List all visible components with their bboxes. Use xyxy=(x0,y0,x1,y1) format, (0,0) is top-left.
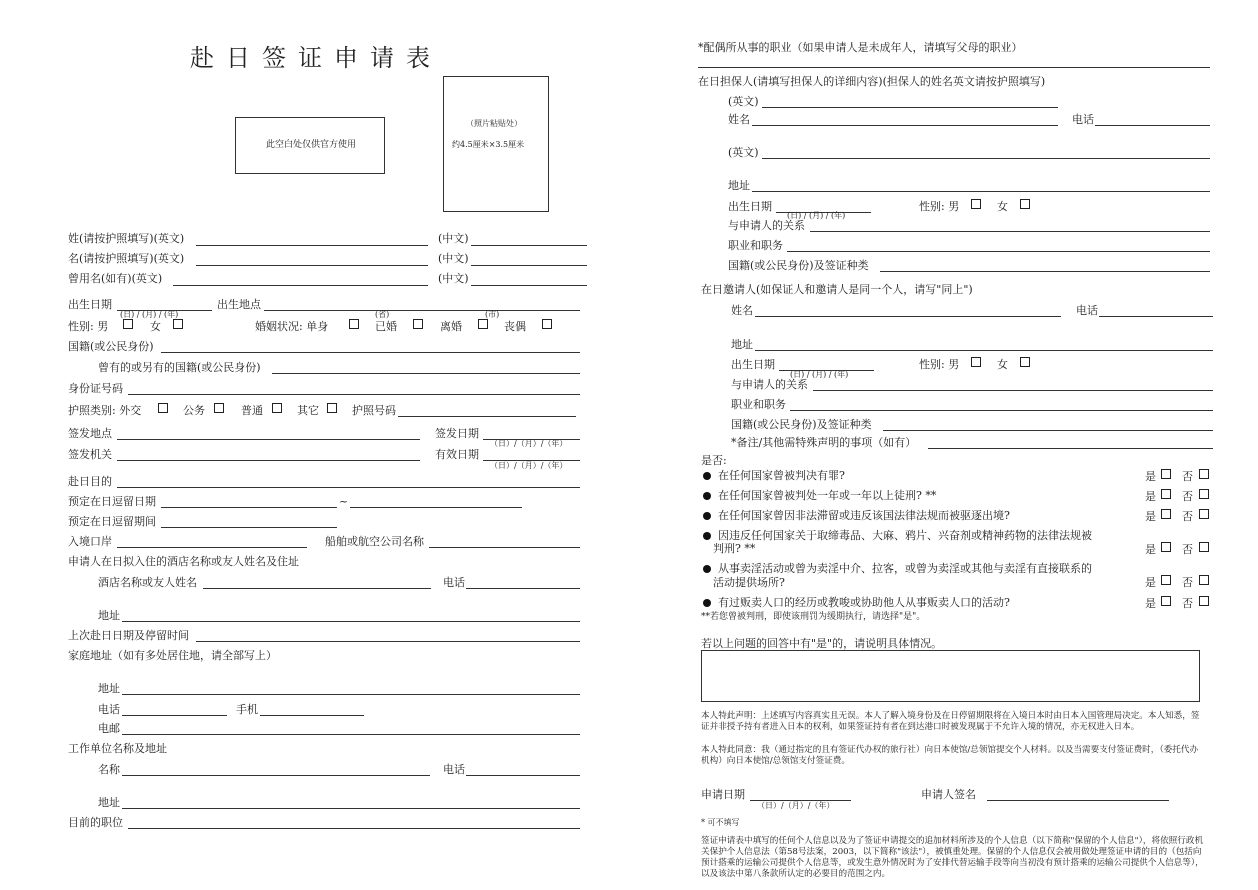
photo-label: （照片粘贴处） xyxy=(466,119,522,128)
province-hint: (省) xyxy=(375,310,390,319)
stay-dates-tilde: ~ xyxy=(339,495,349,508)
remarks-field[interactable] xyxy=(928,448,1213,449)
inviter-header: 在日邀请人(如保证人和邀请人是同一个人，请写"同上") xyxy=(701,283,973,296)
question-3-yes-checkbox[interactable] xyxy=(1161,509,1171,519)
question-2: 在任何国家曾被判处一年或一年以上徒刑? ** xyxy=(718,489,937,502)
question-5-cont: 活动提供场所? xyxy=(713,576,785,589)
email-field[interactable] xyxy=(122,734,580,735)
guarantor-occupation-field[interactable] xyxy=(787,251,1210,252)
signature-label: 申请人签名 xyxy=(921,788,976,801)
question-3-no-label: 否 xyxy=(1182,510,1193,523)
hotel-address-field[interactable] xyxy=(122,621,580,622)
hotel-phone-field[interactable] xyxy=(466,588,580,589)
inviter-dob-hint: (日) / (月) / (年) xyxy=(790,370,849,379)
divorced-label: 离婚 xyxy=(440,320,462,333)
guarantor-address-english-field[interactable] xyxy=(762,158,1210,159)
other-nationality-label: 曾有的或另有的国籍(或公民身份) xyxy=(98,361,261,374)
question-4-no-label: 否 xyxy=(1182,543,1193,556)
question-3: 在任何国家曾因非法滞留或违反该国法律法规而被驱逐出境? xyxy=(718,509,1010,522)
guarantor-name-label: 姓名 xyxy=(728,113,750,126)
inviter-female-label: 女 xyxy=(997,358,1008,371)
birthplace-label: 出生地点 xyxy=(217,298,261,311)
official-use-box xyxy=(235,117,385,174)
question-5-yes-label: 是 xyxy=(1145,576,1156,589)
given-name-chinese-field[interactable] xyxy=(471,265,587,266)
guarantor-female-checkbox[interactable] xyxy=(1020,199,1030,209)
stay-start-field[interactable] xyxy=(161,507,337,508)
male-checkbox[interactable] xyxy=(123,319,133,329)
employer-address-field[interactable] xyxy=(122,808,580,809)
question-1: 在任何国家曾被判决有罪? xyxy=(718,469,845,482)
apply-date-hint: （日）/（月）/（年） xyxy=(757,801,835,810)
question-6-yes-label: 是 xyxy=(1145,597,1156,610)
employer-name-field[interactable] xyxy=(122,775,430,776)
inviter-occupation-label: 职业和职务 xyxy=(731,398,786,411)
ordinary-label: 普通 xyxy=(241,404,263,417)
passport-type-label: 护照类别: 外交 xyxy=(68,404,142,417)
inviter-dob-label: 出生日期 xyxy=(731,358,775,371)
question-1-bullet xyxy=(703,472,711,480)
dob-hint: (日) / (月) / (年) xyxy=(120,310,179,319)
female-checkbox[interactable] xyxy=(173,319,183,329)
guarantor-dob-label: 出生日期 xyxy=(728,200,772,213)
guarantor-name-field[interactable] xyxy=(752,125,1058,126)
former-name-english-field[interactable] xyxy=(173,285,428,286)
question-1-no-label: 否 xyxy=(1182,470,1193,483)
former-name-label: 曾用名(如有)(英文) xyxy=(68,272,163,285)
surname-label: 姓(请按护照填写)(英文) xyxy=(68,232,185,245)
question-4-yes-label: 是 xyxy=(1145,543,1156,556)
inviter-relation-field[interactable] xyxy=(813,390,1213,391)
inviter-male-checkbox[interactable] xyxy=(971,357,981,367)
official-label: 公务 xyxy=(183,404,205,417)
declaration-2: 本人特此同意：我（通过指定的且有签证代办权的旅行社）向日本使馆/总领馆提交个人材料。以及当需要支付签证费时，（委托代办机构）向日本使馆/总领馆支付签证费。 xyxy=(701,745,1199,766)
guarantor-address-field[interactable] xyxy=(752,191,1210,192)
question-1-yes-label: 是 xyxy=(1145,470,1156,483)
question-2-yes-label: 是 xyxy=(1145,490,1156,503)
issue-place-label: 签发地点 xyxy=(68,427,112,440)
guarantor-phone-field[interactable] xyxy=(1095,125,1210,126)
former-name-chinese-label: (中文) xyxy=(438,272,469,285)
employer-address-label: 地址 xyxy=(98,796,120,809)
question-6-no-checkbox[interactable] xyxy=(1199,596,1209,606)
issue-date-hint: （日）/（月）/（年） xyxy=(490,439,568,448)
question-3-yes-label: 是 xyxy=(1145,510,1156,523)
inviter-occupation-field[interactable] xyxy=(790,410,1213,411)
home-phone-field[interactable] xyxy=(122,715,227,716)
question-4-cont: 判刑? ** xyxy=(713,542,756,555)
hotel-header: 申请人在日拟入住的酒店名称或友人姓名及住址 xyxy=(68,555,299,568)
married-label: 已婚 xyxy=(375,320,397,333)
question-4-bullet xyxy=(703,532,711,540)
passport-number-label: 护照号码 xyxy=(352,404,396,417)
inviter-address-field[interactable] xyxy=(755,350,1213,351)
guarantor-relation-field[interactable] xyxy=(810,231,1210,232)
stay-end-field[interactable] xyxy=(350,507,522,508)
current-position-label: 目前的职位 xyxy=(68,816,123,829)
inviter-name-label: 姓名 xyxy=(731,304,753,317)
single-checkbox[interactable] xyxy=(349,319,359,329)
id-number-field[interactable] xyxy=(128,394,580,395)
home-phone-label: 电话 xyxy=(98,703,120,716)
question-1-yes-checkbox[interactable] xyxy=(1161,469,1171,479)
question-2-no-label: 否 xyxy=(1182,490,1193,503)
former-name-chinese-field[interactable] xyxy=(471,285,587,286)
question-4-yes-checkbox[interactable] xyxy=(1161,542,1171,552)
question-3-bullet xyxy=(703,512,711,520)
guarantor-relation-label: 与申请人的关系 xyxy=(728,219,805,232)
question-3-no-checkbox[interactable] xyxy=(1199,509,1209,519)
official-use-label: 此空白处仅供官方使用 xyxy=(266,140,357,150)
home-address-label: 地址 xyxy=(98,682,120,695)
guarantor-nationality-field[interactable] xyxy=(880,271,1210,272)
question-5-yes-checkbox[interactable] xyxy=(1161,575,1171,585)
email-label: 电邮 xyxy=(98,722,120,735)
remarks-label: *备注/其他需特殊声明的事项（如有） xyxy=(731,436,917,449)
port-of-entry-field[interactable] xyxy=(117,547,307,548)
purpose-label: 赴日目的 xyxy=(68,475,112,488)
declaration-1: 本人特此声明：上述填写内容真实且无误。本人了解入境身份及在日停留期限将在入境日本时由日本入国管理局决定。本人知悉，签证并非授予持有者进入日本的权利，如果签证持有者在到达港口时被发现属于不允许入境的情况，亦无权进入日本。 xyxy=(701,711,1200,732)
guarantor-address-label: 地址 xyxy=(728,179,750,192)
other-label: 其它 xyxy=(297,404,319,417)
inviter-address-label: 地址 xyxy=(731,338,753,351)
inviter-phone-label: 电话 xyxy=(1076,304,1098,317)
employer-name-label: 名称 xyxy=(98,763,120,776)
question-4: 因违反任何国家关于取缔毒品、大麻、鸦片、兴奋剂或精神药物的法律法规被 xyxy=(718,529,1092,542)
inviter-female-checkbox[interactable] xyxy=(1020,357,1030,367)
birthplace-field[interactable] xyxy=(264,310,580,311)
guarantor-nationality-label: 国籍(或公民身份)及签证种类 xyxy=(728,259,869,272)
employer-phone-field[interactable] xyxy=(466,775,580,776)
marital-label: 婚姻状况: 单身 xyxy=(255,320,329,333)
id-number-label: 身份证号码 xyxy=(68,382,123,395)
purpose-field[interactable] xyxy=(117,487,580,488)
city-hint: (市) xyxy=(485,310,500,319)
surname-chinese-label: (中文) xyxy=(438,232,469,245)
current-position-field[interactable] xyxy=(128,828,580,829)
guarantor-female-label: 女 xyxy=(997,200,1008,213)
last-visit-field[interactable] xyxy=(196,641,580,642)
widowed-label: 丧偶 xyxy=(504,320,526,333)
inviter-phone-field[interactable] xyxy=(1099,316,1213,317)
mobile-field[interactable] xyxy=(260,715,364,716)
given-name-chinese-label: (中文) xyxy=(438,252,469,265)
other-passport-checkbox[interactable] xyxy=(327,403,337,413)
question-5-bullet xyxy=(703,565,711,573)
question-5-no-checkbox[interactable] xyxy=(1199,575,1209,585)
privacy-notice: 签证申请表中填写的任何个人信息以及为了签证申请提交的追加材料所涉及的个人信息（以下简称"保留的个人信息"），将依照行政机关保护个人信息法（第58号法案，2003，以下简称"该法"），被慎重处理。保留的个人信息仅会被用做处理签证申请的目的（包括向预计搭乘的运输公司提供个人信息等，或发生意外情况时为了安排代替运输手段等向当初没有预计搭乘的运输公司提供个人信息等），以及该法中第八条款所认定的必要目的范围之内。 xyxy=(701,836,1204,879)
employer-phone-label: 电话 xyxy=(443,763,465,776)
hotel-phone-label: 电话 xyxy=(443,576,465,589)
question-6: 有过贩卖人口的经历或教唆或协助他人从事贩卖人口的活动? xyxy=(718,596,1010,609)
guarantor-dob-hint: (日) / (月) / (年) xyxy=(787,211,846,220)
details-textarea[interactable] xyxy=(701,650,1200,702)
guarantor-phone-label: 电话 xyxy=(1072,113,1094,126)
optional-note: * 可不填写 xyxy=(701,818,740,827)
spouse-occupation-field[interactable] xyxy=(698,67,1210,68)
inviter-nationality-label: 国籍(或公民身份)及签证种类 xyxy=(731,418,872,431)
hotel-address-label: 地址 xyxy=(98,609,120,622)
stay-period-label: 预定在日逗留期间 xyxy=(68,515,156,528)
nationality-label: 国籍(或公民身份) xyxy=(68,340,154,353)
issue-authority-field[interactable] xyxy=(117,460,420,461)
hotel-name-label: 酒店名称或友人姓名 xyxy=(98,576,197,589)
given-name-english-field[interactable] xyxy=(196,265,428,266)
apply-date-label: 申请日期 xyxy=(701,788,745,801)
female-label: 女 xyxy=(150,320,161,333)
mobile-label: 手机 xyxy=(236,703,258,716)
diplomatic-checkbox[interactable] xyxy=(158,403,168,413)
question-6-yes-checkbox[interactable] xyxy=(1161,596,1171,606)
photo-box[interactable] xyxy=(443,76,549,212)
given-name-label: 名(请按护照填写)(英文) xyxy=(68,252,185,265)
stay-dates-label: 预定在日逗留日期 xyxy=(68,495,156,508)
signature-field[interactable] xyxy=(987,800,1169,801)
question-5-no-label: 否 xyxy=(1182,576,1193,589)
guarantor-address-english-label: (英文) xyxy=(728,146,759,159)
hotel-name-field[interactable] xyxy=(203,588,431,589)
details-prompt: 若以上问题的回答中有"是"的，请说明具体情况。 xyxy=(701,637,943,650)
employer-header: 工作单位名称及地址 xyxy=(68,742,167,755)
guarantor-sex-label: 性别: 男 xyxy=(919,200,960,213)
widowed-checkbox[interactable] xyxy=(542,319,552,329)
ship-airline-label: 船舶或航空公司名称 xyxy=(325,535,424,548)
inviter-name-field[interactable] xyxy=(755,316,1061,317)
conviction-note: **若您曾被判刑，即使该刑罚为缓期执行，请选择"是"。 xyxy=(701,612,926,622)
question-2-no-checkbox[interactable] xyxy=(1199,489,1209,499)
surname-english-field[interactable] xyxy=(196,245,428,246)
issue-date-label: 签发日期 xyxy=(435,427,479,440)
surname-chinese-field[interactable] xyxy=(471,245,587,246)
form-title: 赴日签证申请表 xyxy=(190,44,442,72)
other-nationality-field[interactable] xyxy=(272,373,580,374)
question-1-no-checkbox[interactable] xyxy=(1199,469,1209,479)
inviter-sex-label: 性别: 男 xyxy=(919,358,960,371)
spouse-occupation-label: *配偶所从事的职业（如果申请人是未成年人，请填写父母的职业） xyxy=(698,41,1023,54)
sex-label: 性别: 男 xyxy=(68,320,109,333)
guarantor-english-label: (英文) xyxy=(728,95,759,108)
dob-label: 出生日期 xyxy=(68,298,112,311)
inviter-nationality-field[interactable] xyxy=(883,430,1213,431)
ordinary-checkbox[interactable] xyxy=(272,403,282,413)
question-2-yes-checkbox[interactable] xyxy=(1161,489,1171,499)
guarantor-header: 在日担保人(请填写担保人的详细内容)(担保人的姓名英文请按护照填写) xyxy=(698,75,1046,88)
passport-number-field[interactable] xyxy=(398,416,576,417)
stay-period-field[interactable] xyxy=(161,527,337,528)
nationality-field[interactable] xyxy=(161,352,580,353)
issue-place-field[interactable] xyxy=(117,439,420,440)
question-2-bullet xyxy=(703,492,711,500)
guarantor-english-name-field[interactable] xyxy=(762,107,1058,108)
guarantor-male-checkbox[interactable] xyxy=(971,199,981,209)
last-visit-label: 上次赴日日期及停留时间 xyxy=(68,629,189,642)
home-address-header: 家庭地址（如有多处居住地，请全部写上） xyxy=(68,649,277,662)
married-checkbox[interactable] xyxy=(413,319,423,329)
port-of-entry-label: 入境口岸 xyxy=(68,535,112,548)
question-5: 从事卖淫活动或曾为卖淫中介、拉客，或曾为卖淫或其他与卖淫有直接联系的 xyxy=(718,562,1092,575)
ship-airline-field[interactable] xyxy=(429,547,580,548)
official-passport-checkbox[interactable] xyxy=(214,403,224,413)
question-4-no-checkbox[interactable] xyxy=(1199,542,1209,552)
guarantor-occupation-label: 职业和职务 xyxy=(728,239,783,252)
divorced-checkbox[interactable] xyxy=(478,319,488,329)
yes-no-header: 是否: xyxy=(701,454,727,467)
expiry-date-label: 有效日期 xyxy=(435,448,479,461)
expiry-date-hint: （日）/（月）/（年） xyxy=(490,461,568,470)
issue-authority-label: 签发机关 xyxy=(68,448,112,461)
inviter-relation-label: 与申请人的关系 xyxy=(731,378,808,391)
question-6-no-label: 否 xyxy=(1182,597,1193,610)
home-address-field[interactable] xyxy=(122,694,580,695)
question-6-bullet xyxy=(703,599,711,607)
photo-size: 约4.5厘米×3.5厘米 xyxy=(452,140,525,149)
